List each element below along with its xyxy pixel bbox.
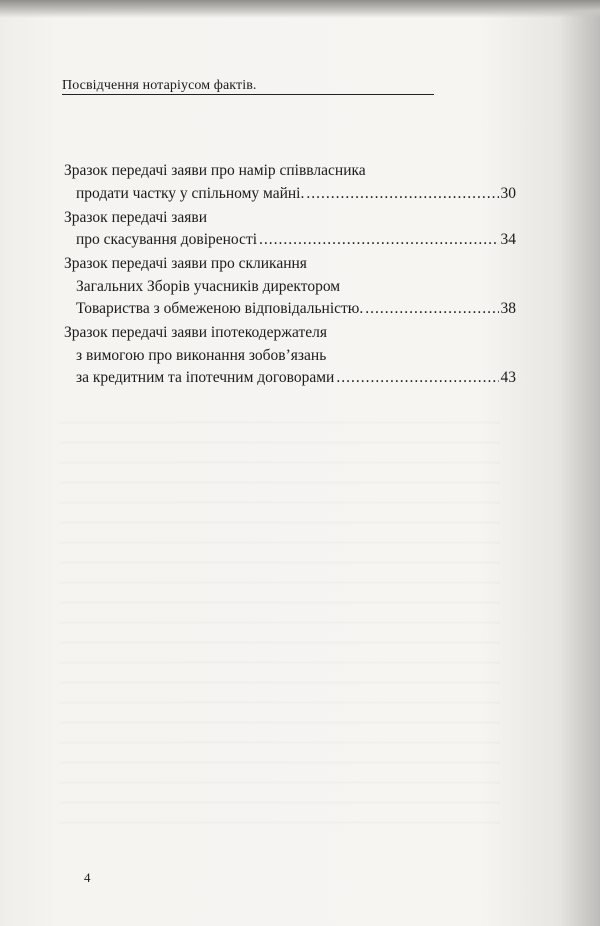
toc-entry-title: з вимогою про виконання зобов’язань xyxy=(76,346,327,364)
toc-entry-title: Загальних Зборів учасників директором xyxy=(76,277,341,295)
toc-entry-title: Товариства з обмеженою відповідальністю. xyxy=(76,300,364,317)
page-top-shadow xyxy=(0,0,600,18)
toc-entry-title: Зразок передачі заяви іпотекодержателя xyxy=(64,324,327,341)
running-header: Посвідчення нотаріусом фактів. xyxy=(62,78,257,93)
toc-entry xyxy=(64,207,516,252)
toc-entry-last-line xyxy=(64,229,516,252)
toc-entry xyxy=(64,160,516,205)
toc-entry-last-line xyxy=(64,298,516,321)
dot-leader xyxy=(306,183,498,206)
dot-leader xyxy=(259,229,498,252)
toc-entry-title: Зразок передачі заяви про скликання xyxy=(64,255,307,272)
toc-entry xyxy=(64,322,516,390)
toc-page-number: 43 xyxy=(500,369,516,386)
table-of-contents xyxy=(64,160,516,391)
dot-leader xyxy=(365,298,498,321)
page-number: 4 xyxy=(84,870,91,885)
toc-entry-title: продати частку у спільному майні. xyxy=(76,184,305,202)
toc-entry-title: Зразок передачі заяви про намір співвласника xyxy=(64,162,366,179)
toc-entry-title: про скасування довіреності xyxy=(76,231,258,248)
toc-entry-title: Зразок передачі заяви xyxy=(64,208,208,226)
toc-entry xyxy=(64,253,516,321)
toc-page-number: 34 xyxy=(500,231,516,248)
toc-page-number: 38 xyxy=(500,300,516,317)
toc-entry-last-line xyxy=(64,183,516,206)
toc-entry-title: за кредитним та іпотечним договорами xyxy=(76,369,335,386)
show-through-text xyxy=(60,405,500,825)
header-rule xyxy=(62,94,434,95)
dot-leader xyxy=(336,367,498,390)
toc-entry-last-line xyxy=(64,367,516,390)
toc-page-number: 30 xyxy=(500,184,516,202)
